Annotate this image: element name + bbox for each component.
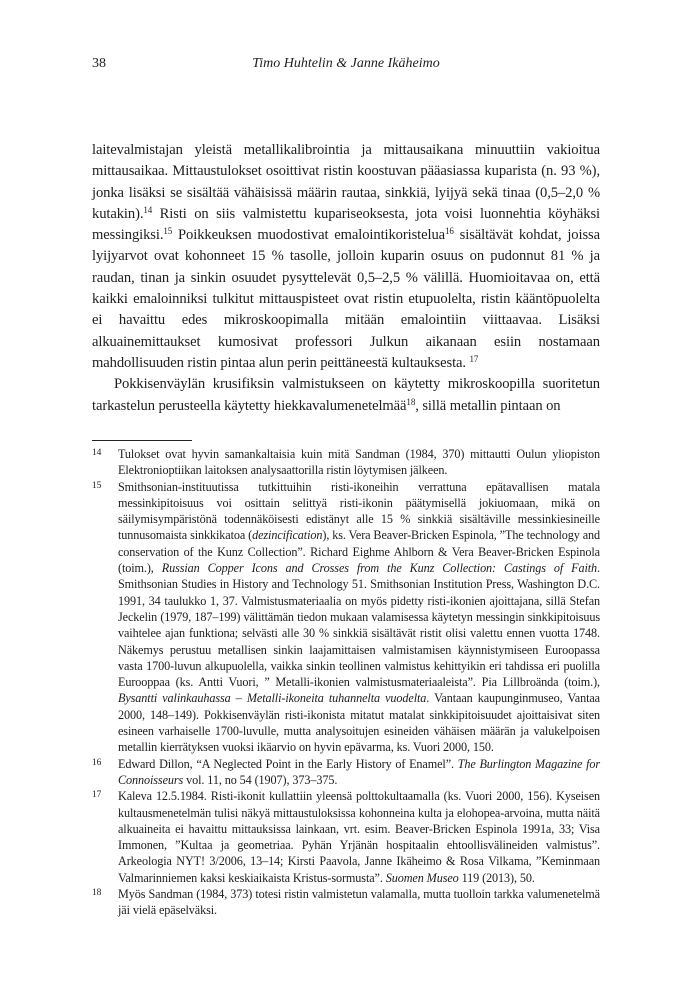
footnote-number: 16 [92,757,102,768]
text-run: Edward Dillon, “A Neglected Point in the Early History of Enamel”. [118,756,458,771]
text-run: sisältävät kohdat, joissa lyijyarvot ovat kohonneet 15 % tasolle, jolloin kuparin osuus on pudonnut 81 % ja raudan, tinan ja sinkin osuudet pysyttelevät 0,5–2,5 % välillä. Huomioitavaa on, että kaikki emaloinniksi tulkitut mittauspisteet ovat ristin etupuolelta, ristin kääntöpuolelta ei havaittu edes mikroskoopimalla mitään emalointiin viittaavaa. Lisäksi alkuainemittaukset kumosivat professori Julkun aikanaan esiin nostamaan mahdollisuuden ristin pintaa alun perin peittäneestä kultauksesta. [92,227,600,371]
running-head: Timo Huhtelin & Janne Ikäheimo [252,56,440,71]
footnote-number: 18 [92,888,102,899]
footnote-15 [92,479,600,756]
italic-title: Suomen Museo [385,870,459,885]
footnote-18 [92,886,600,919]
footnote-16 [92,756,600,789]
footnote-text [118,756,600,789]
footnote-ref-16[interactable]: 16 [445,226,454,237]
text-run: . Vantaan kaupunginmuseo, Vantaa 2000, 148–149). Pokkisenväylän risti-ikonista mitatut matalat sinkkipitoisuudet ajoittaisivat siten esineen varhaiselle 1700-luvulle, mutta analysoitujen esineiden vähäisen määrän ja valukelpoisen metallin kierrätyksen vuoksi ikäarvio on hyvin epävarma, ks. Vuori 2000, 150. [118,691,600,755]
text-run: . Smithsonian Studies in History and Technology 51. Smithsonian Institution Press, Washington D.C. 1991, 34 taulukko 1, 37. Valmistusmateriaalia on myös pidetty risti-ikonien ajoittajana, sillä Stefan Jeckelin (1979, 187–199) välittämän tiedon mukaan valamisessa käytetyn messingin sinkkipitoisuus vaihtelee ajan funktiona; selvästi alle 30 % sinkkiä sisältävät ristit olisi valettu ennen vuotta 1748. Näkemys perustuu metallisen sinkin laajamittaisen valmistamisen käynnistymiseen Euroopassa vasta 1700-luvun alkupuolella, vaikka sinkin teollinen valmistus kehittyikin eri tahdissa eri puolilla Eurooppaa (ks. Antti Vuori, ” Metalli-ikonien valmistusmateriaaleista”. Pia Lillbroända (toim.), [118,561,600,690]
text-run: ), ks. Vera Beaver-Bricken Espinola, ”The technology and conservation of the Kunz Collection”. Richard Eighme Ahlborn & Vera Beaver-Bricken Espinola (toim.), [118,528,600,576]
footnote-text [118,886,600,919]
footnotes [92,446,600,919]
text-run: Kaleva 12.5.1984. Risti-ikonit kullattiin yleensä polttokultaamalla (ks. Vuori 2000, 156). Kyseisen kultausmenetelmän tulisi näkyä mittaustuloksissa kohonneina kulta ja elohopea-arvoina, mutta näitä alkuaineita ei havaittu mittauksissa lainkaan, vrt. esim. Beaver-Bricken Espinola 1991a, 33; Visa Immonen, ”Kultaa ja geometriaa. Pyhän Yrjänän hospitaalin ehtoollisvälineiden valmistus”. Arkeologia NYT! 3/2006, 13–14; Kirsti Paavola, Janne Ikäheimo & Rosa Vilkama, ”Keminmaan Valmarinniemen kaksi keskiaikaista Kristus-sormusta”. [118,789,600,885]
paragraph [92,374,600,417]
text-run: Risti on siis valmistettu kupariseoksesta, jota voisi luonnehtia köyhäksi messingiksi. [92,205,600,244]
footnote-14 [92,446,600,479]
italic-title: Russian Copper Icons and Crosses from the Kunz Collection: Castings of Faith [161,561,598,576]
italic-title: The Burlington Magazine for Connoisseurs [118,756,600,787]
page-number: 38 [92,56,106,71]
footnote-number: 17 [92,790,102,801]
italic-run: dezincification [252,528,323,543]
footnote-number: 14 [92,448,102,458]
paragraph [92,140,600,374]
page-header [92,56,600,76]
footnote-ref-18[interactable]: 18 [406,396,416,407]
footnote-ref-15[interactable]: 15 [163,226,173,237]
footnote-text [118,788,600,886]
footnote-ref-17[interactable]: 17 [469,353,479,364]
text-run: vol. 11, no 54 (1907), 373–375. [183,772,338,787]
main-text [92,140,600,417]
footnote-divider [92,440,192,441]
text-run: laitevalmistajan yleistä metallikalibrointia ja mittausaikana minuuttiin vakioitua mittausaikaa. Mittaustulokset osoittivat ristin koostuvan pääasiassa kuparista (n. 93 %), jonka lisäksi se sisältää vähäisissä määrin rautaa, sinkkiä, lyijyä sekä tinaa (0,5–2,0 % kutakin). [92,142,600,222]
text-run: Smithsonian-instituutissa tutkittuihin risti-ikoneihin verrattuna epätavallisen matala messinkipitoisuus voi osittain selittyä risti-ikonin päätymisellä jokiuomaan, mikä on säilymisympäristönä todennäköisesti edistänyt alle 15 % sinkkiä sisältäville messinkiesineille tunnusomaista sinkkikatoa ( [118,479,600,543]
footnote-number: 15 [92,480,102,491]
footnote-17 [92,788,600,886]
text-run: Myös Sandman (1984, 373) totesi ristin valmistetun valamalla, mutta tuolloin tarkka valumenetelmä jäi vielä epäselväksi. [118,887,600,918]
text-run: Poikkeuksen muodostivat emalointikoristelua [172,227,446,244]
text-run: Tulokset ovat hyvin samankaltaisia kuin mitä Sandman (1984, 370) mittautti Oulun yliopiston Elektronioptiikan laitoksen analysaattorilla ristin löytymisen jälkeen. [118,447,600,478]
text-run: Pokkisenväylän krusifiksin valmistukseen on käytetty mikroskoopilla suoritetun tarkastelun perusteella käytetty hiekkavalumenetelmää [92,376,600,414]
text-run: , sillä metallin pintaan on [415,397,561,414]
footnote-ref-14[interactable]: 14 [143,204,153,215]
italic-title: Bysantti valinkauhassa – Metalli-ikoneita tuhannelta vuodelta [118,691,427,706]
footnote-text [118,446,600,479]
footnote-text [118,479,600,756]
text-run: 119 (2013), 50. [458,870,535,885]
